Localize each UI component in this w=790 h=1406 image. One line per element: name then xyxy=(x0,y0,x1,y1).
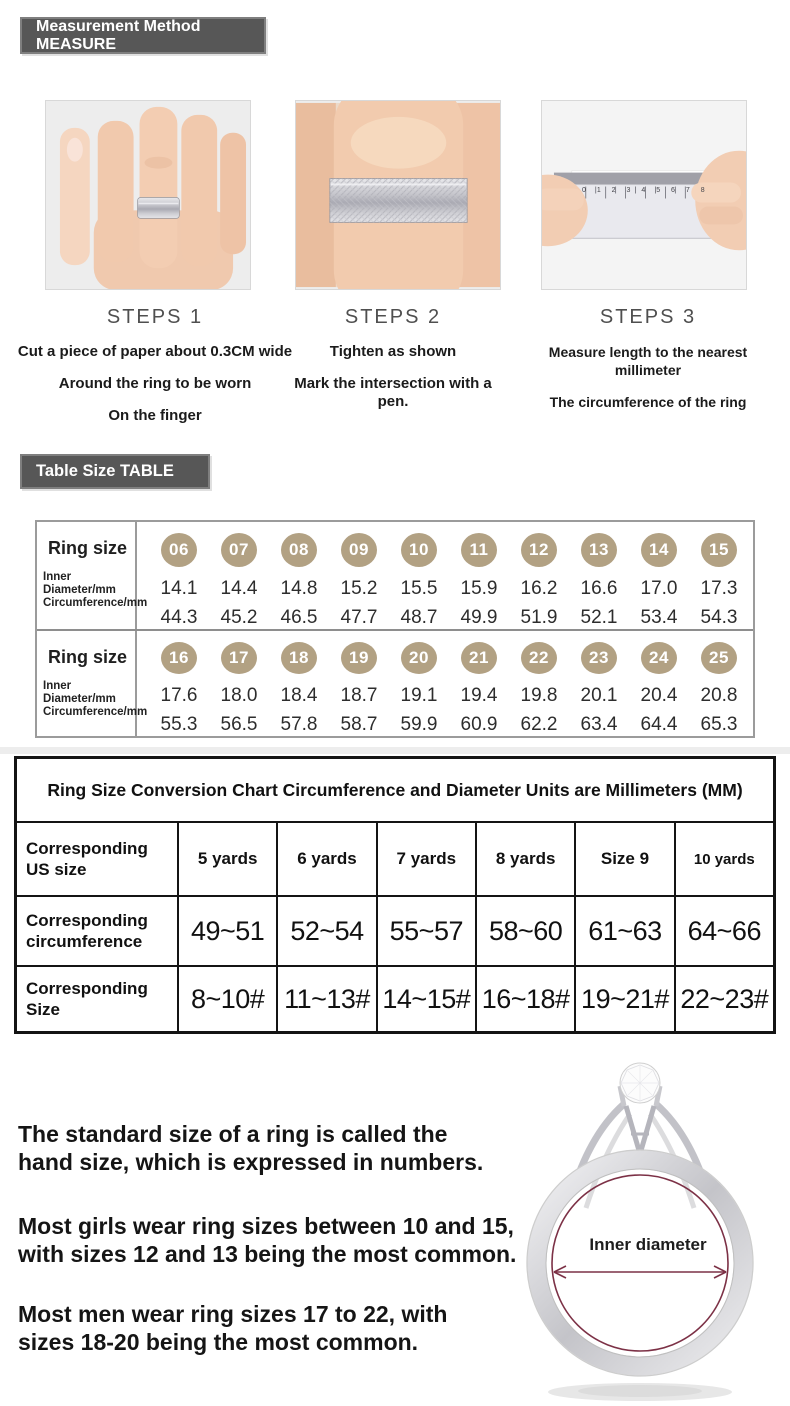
ring-size-column xyxy=(569,631,629,736)
ring-size-number-badge: 21 xyxy=(461,642,497,674)
conversion-circumference-row xyxy=(17,895,773,965)
note-line: Most girls wear ring sizes between 10 and 15, xyxy=(18,1213,514,1239)
circumference-value: 64.4 xyxy=(640,714,678,735)
circumference-value: 54.3 xyxy=(700,607,738,628)
note-line: with sizes 12 and 13 being the most common. xyxy=(18,1241,517,1267)
conversion-cell: 22~23# xyxy=(674,967,773,1031)
ring-size-column xyxy=(269,631,329,736)
ring-size-column xyxy=(509,631,569,736)
ring-size-number-badge: 13 xyxy=(581,533,617,567)
note-standard-size xyxy=(18,1120,534,1176)
ring-size-number-badge: 10 xyxy=(401,533,437,567)
ruler-numbers: 0 1 2 3 4 5 6 7 8 xyxy=(582,187,706,194)
inner-diameter-value: 20.1 xyxy=(580,685,618,706)
inner-diameter-value: 20.8 xyxy=(700,685,738,706)
finger-with-band-closeup-illustration xyxy=(296,101,500,289)
inner-diameter-value: 17.3 xyxy=(700,578,738,599)
circumference-value: 65.3 xyxy=(700,714,738,735)
conversion-cell: 64~66 xyxy=(674,897,773,965)
inner-diameter-diagram xyxy=(516,1050,780,1406)
measurement-method-header: Measurement Method MEASURE xyxy=(20,17,266,54)
ring-size-column xyxy=(389,522,449,629)
circumference-label: Circumference/mm xyxy=(43,706,148,718)
ring-size-column xyxy=(689,631,749,736)
ring-size-column xyxy=(149,522,209,629)
ring-size-number-badge: 18 xyxy=(281,642,317,674)
inner-diameter-label: Inner Diameter/mm xyxy=(43,680,116,705)
conversion-cell: 6 yards xyxy=(276,823,375,895)
conversion-chart-table xyxy=(14,756,776,1034)
conversion-cell: 11~13# xyxy=(276,967,375,1031)
step-instruction: Cut a piece of paper about 0.3CM wide xyxy=(17,343,293,360)
step2-photo-finger-closeup xyxy=(295,100,501,290)
inner-diameter-value: 19.4 xyxy=(460,685,498,706)
inner-diameter-value: 14.4 xyxy=(220,578,258,599)
ring-size-column xyxy=(689,522,749,629)
ring-size-row-06-15 xyxy=(37,522,753,629)
ring-size-column xyxy=(629,631,689,736)
note-men-sizes xyxy=(18,1300,534,1356)
circumference-value: 48.7 xyxy=(400,607,438,628)
ring-size-columns xyxy=(137,522,753,629)
note-line: sizes 18-20 being the most common. xyxy=(18,1329,419,1355)
conversion-row-cells xyxy=(177,967,773,1031)
ring-size-column xyxy=(209,631,269,736)
circumference-value: 53.4 xyxy=(640,607,678,628)
conversion-row-label: Corresponding Size xyxy=(26,979,148,1019)
inner-diameter-value: 19.1 xyxy=(400,685,438,706)
ring-size-number-badge: 16 xyxy=(161,642,197,674)
ring-size-column xyxy=(389,631,449,736)
note-line: Most men wear ring sizes 17 to 22, with xyxy=(18,1301,448,1327)
circumference-value: 63.4 xyxy=(580,714,618,735)
circumference-value: 45.2 xyxy=(220,607,258,628)
ring-size-number-badge: 09 xyxy=(341,533,377,567)
conversion-size-row xyxy=(17,965,773,1031)
step-instruction: Measure length to the nearest millimeter xyxy=(548,344,748,378)
conversion-cell: 14~15# xyxy=(376,967,475,1031)
conversion-row-label: Corresponding US size xyxy=(26,839,148,879)
step-instruction: Tighten as shown xyxy=(329,343,457,360)
table-size-header: Table Size TABLE xyxy=(20,454,210,489)
conversion-us-size-row xyxy=(17,821,773,895)
ring-size-row-label xyxy=(37,522,148,629)
ring-size-number-badge: 22 xyxy=(521,642,557,674)
step-instruction: Around the ring to be worn xyxy=(58,375,252,392)
ring-size-row-16-25 xyxy=(37,629,753,736)
circumference-value: 49.9 xyxy=(460,607,498,628)
conversion-cell: 19~21# xyxy=(574,967,673,1031)
ring-size-number-badge: 11 xyxy=(461,533,497,567)
conversion-row-label: Corresponding circumference xyxy=(26,911,148,951)
ring-size-column xyxy=(329,631,389,736)
circumference-value: 55.3 xyxy=(160,714,198,735)
ring-size-number-badge: 25 xyxy=(701,642,737,674)
note-girls-sizes xyxy=(18,1212,534,1268)
inner-diameter-value: 14.1 xyxy=(160,578,198,599)
ring-diagram-illustration xyxy=(516,1050,780,1406)
inner-diameter-value: 16.6 xyxy=(580,578,618,599)
step3-instructions xyxy=(515,343,781,411)
ring-size-number-badge: 06 xyxy=(161,533,197,567)
note-line: hand size, which is expressed in numbers. xyxy=(18,1149,484,1175)
divider-strip xyxy=(0,747,790,754)
circumference-value: 47.7 xyxy=(340,607,378,628)
conversion-cell: 52~54 xyxy=(276,897,375,965)
circumference-value: 52.1 xyxy=(580,607,618,628)
step2-caption xyxy=(278,305,508,411)
ring-size-number-badge: 12 xyxy=(521,533,557,567)
inner-diameter-value: 20.4 xyxy=(640,685,678,706)
ring-size-column xyxy=(509,522,569,629)
inner-diameter-label: Inner diameter xyxy=(589,1235,707,1254)
inner-diameter-value: 18.7 xyxy=(340,685,378,706)
step2-instructions xyxy=(278,343,508,411)
ring-size-column xyxy=(329,522,389,629)
ring-size-table xyxy=(35,520,755,738)
step-instruction: The circumference of the ring xyxy=(549,394,747,410)
conversion-cell: 61~63 xyxy=(574,897,673,965)
circumference-value: 51.9 xyxy=(520,607,558,628)
conversion-cell: 10 yards xyxy=(674,823,773,895)
step3-caption xyxy=(515,305,781,411)
circumference-value: 59.9 xyxy=(400,714,438,735)
ring-size-column xyxy=(149,631,209,736)
step1-photo-hand-with-ring xyxy=(45,100,251,290)
ring-size-label: Ring size xyxy=(47,647,127,667)
conversion-cell: 49~51 xyxy=(177,897,276,965)
conversion-row-cells xyxy=(177,897,773,965)
conversion-cell: 55~57 xyxy=(376,897,475,965)
step1-instructions xyxy=(10,343,300,425)
inner-diameter-value: 17.6 xyxy=(160,685,198,706)
circumference-value: 62.2 xyxy=(520,714,558,735)
inner-diameter-value: 16.2 xyxy=(520,578,558,599)
ring-size-label: Ring size xyxy=(47,538,127,558)
inner-diameter-value: 19.8 xyxy=(520,685,558,706)
ring-size-number-badge: 20 xyxy=(401,642,437,674)
circumference-value: 44.3 xyxy=(160,607,198,628)
inner-diameter-value: 15.9 xyxy=(460,578,498,599)
step2-title: STEPS 2 xyxy=(344,306,442,328)
inner-diameter-value: 15.2 xyxy=(340,578,378,599)
note-line: The standard size of a ring is called the xyxy=(18,1121,448,1147)
circumference-value: 46.5 xyxy=(280,607,318,628)
conversion-row-cells xyxy=(177,823,773,895)
circumference-value: 58.7 xyxy=(340,714,378,735)
conversion-cell: 7 yards xyxy=(376,823,475,895)
circumference-value: 60.9 xyxy=(460,714,498,735)
conversion-cell: 5 yards xyxy=(177,823,276,895)
ring-size-column xyxy=(269,522,329,629)
inner-diameter-value: 14.8 xyxy=(280,578,318,599)
ring-size-number-badge: 19 xyxy=(341,642,377,674)
conversion-cell: 8 yards xyxy=(475,823,574,895)
conversion-cell: 58~60 xyxy=(475,897,574,965)
ring-size-number-badge: 17 xyxy=(221,642,257,674)
ring-size-column xyxy=(629,522,689,629)
step3-photo-ruler-measurement xyxy=(541,100,747,290)
ring-size-number-badge: 07 xyxy=(221,533,257,567)
inner-diameter-value: 15.5 xyxy=(400,578,438,599)
ring-size-number-badge: 15 xyxy=(701,533,737,567)
conversion-chart-title: Ring Size Conversion Chart Circumference and Diameter Units are Millimeters (MM) xyxy=(47,779,743,800)
step1-title: STEPS 1 xyxy=(106,306,204,328)
inner-diameter-value: 18.0 xyxy=(220,685,258,706)
ring-size-number-badge: 24 xyxy=(641,642,677,674)
circumference-label: Circumference/mm xyxy=(43,597,148,609)
inner-diameter-value: 17.0 xyxy=(640,578,678,599)
hand-with-paper-ring-illustration xyxy=(46,101,250,289)
ring-size-column xyxy=(569,522,629,629)
ring-size-number-badge: 08 xyxy=(281,533,317,567)
step-instruction: Mark the intersection with a pen. xyxy=(294,375,492,410)
ring-size-number-badge: 14 xyxy=(641,533,677,567)
conversion-cell: Size 9 xyxy=(574,823,673,895)
conversion-cell: 8~10# xyxy=(177,967,276,1031)
step3-title: STEPS 3 xyxy=(599,306,697,328)
ring-size-number-badge: 23 xyxy=(581,642,617,674)
ring-size-row-label xyxy=(37,631,148,736)
inner-diameter-value: 18.4 xyxy=(280,685,318,706)
ring-size-column xyxy=(449,522,509,629)
step1-caption xyxy=(10,305,300,425)
conversion-cell: 16~18# xyxy=(475,967,574,1031)
circumference-value: 57.8 xyxy=(280,714,318,735)
ring-size-columns xyxy=(137,631,753,736)
ring-size-column xyxy=(209,522,269,629)
step-instruction: On the finger xyxy=(108,407,202,424)
ruler-measurement-illustration xyxy=(542,101,746,289)
inner-diameter-label: Inner Diameter/mm xyxy=(43,571,116,596)
ring-size-column xyxy=(449,631,509,736)
circumference-value: 56.5 xyxy=(220,714,258,735)
